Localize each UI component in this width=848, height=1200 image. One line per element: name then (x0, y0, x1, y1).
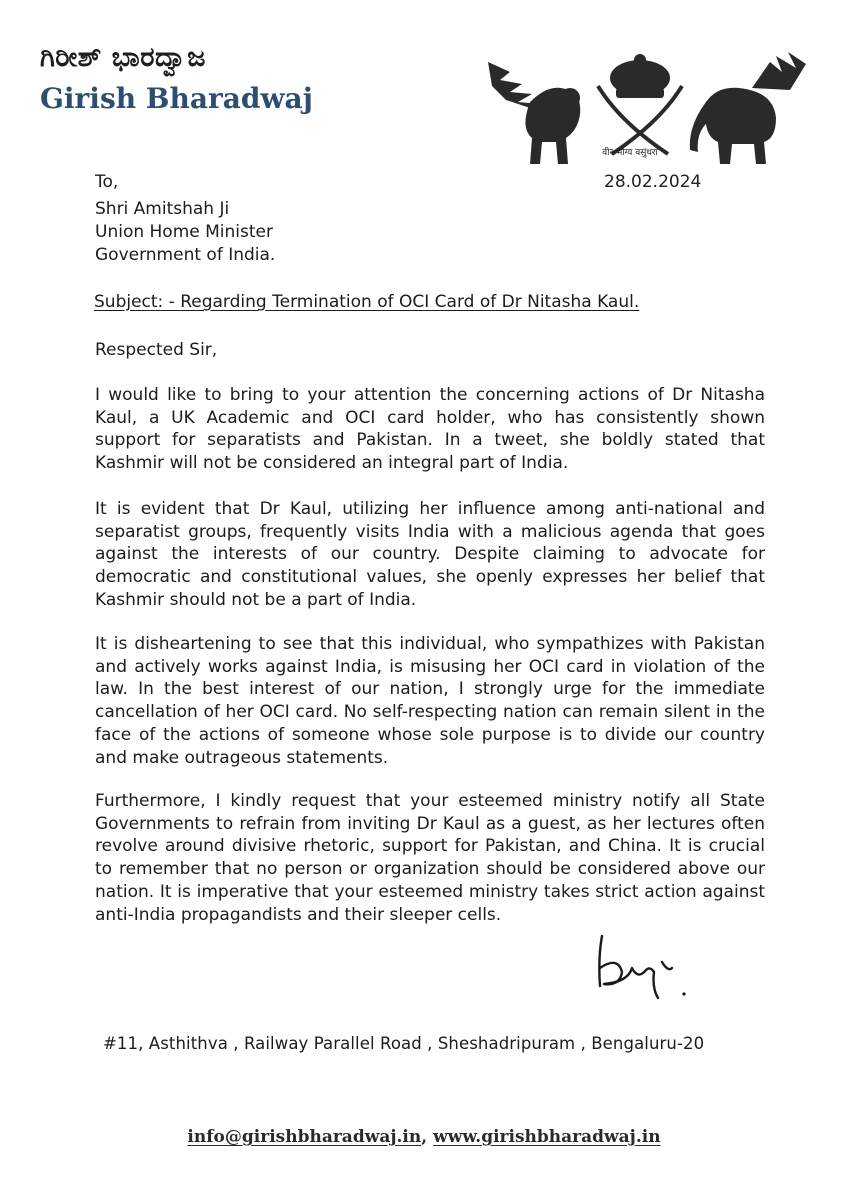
letter-date: 28.02.2024 (604, 172, 702, 192)
recipient-title: Union Home Minister (95, 222, 273, 242)
email-link[interactable]: info@girishbharadwaj.in (187, 1127, 422, 1147)
recipient-address (95, 198, 275, 267)
body-paragraph: It is evident that Dr Kaul, utilizing her influence among anti-national and separatist groups, frequently visits India with a malicious agenda that goes against the interests of our country. Despite claiming to advocate for democratic and constitutional values, she openly expresses her belief that Kashmir should not be a part of India. (95, 499, 765, 610)
letterhead-name-kannada: ಗಿರೀಶ್ ಭಾರದ್ವಾಜ (40, 42, 206, 73)
winged-lion-icon (488, 62, 580, 164)
body-paragraph: I would like to bring to your attention the concerning actions of Dr Nitasha Kaul, a UK Academic and OCI card holder, who has consistently shown support for separatists and Pakistan. In a tweet, she boldly stated that Kashmir will not be considered an integral part of India. (95, 385, 765, 474)
contact-separator: , (421, 1127, 434, 1147)
signature (588, 928, 698, 1008)
footer-contact (0, 1127, 848, 1147)
body-paragraph: It is disheartening to see that this individual, who sympathizes with Pakistan and actively works against India, is misusing her OCI card in violation of the law. In the best interest of our nation, I strongly urge for the immediate cancellation of her OCI card. No self-respecting nation can remain silent in the face of the actions of someone whose sole purpose is to divide our country and make outrageous statements. (95, 634, 765, 768)
emblem-motto: वीर भोग्य वसुंधरा (602, 148, 658, 158)
sender-address: #11, Asthithva , Railway Parallel Road , Sheshadripuram , Bengaluru-20 (103, 1034, 705, 1053)
subject-line: Subject: - Regarding Termination of OCI Card of Dr Nitasha Kaul. (94, 292, 640, 312)
website-link[interactable]: www.girishbharadwaj.in (433, 1127, 661, 1147)
letterhead-name-english: Girish Bharadwaj (40, 82, 313, 115)
winged-elephant-icon (690, 52, 806, 164)
to-label: To, (95, 172, 119, 192)
body-paragraph: Furthermore, I kindly request that your esteemed ministry notify all State Governments to refrain from inviting Dr Kaul as a guest, as her lectures often revolve around divisive rhetoric, support for Pakistan, and China. It is crucial to remember that no person or organization should be considered above our nation. It is imperative that your esteemed ministry takes strict action against anti-India propagandists and their sleeper cells. (95, 791, 765, 925)
recipient-name: Shri Amitshah Ji (95, 199, 230, 219)
recipient-organization: Government of India. (95, 245, 276, 265)
crown-icon (610, 54, 670, 98)
salutation: Respected Sir, (95, 340, 218, 360)
